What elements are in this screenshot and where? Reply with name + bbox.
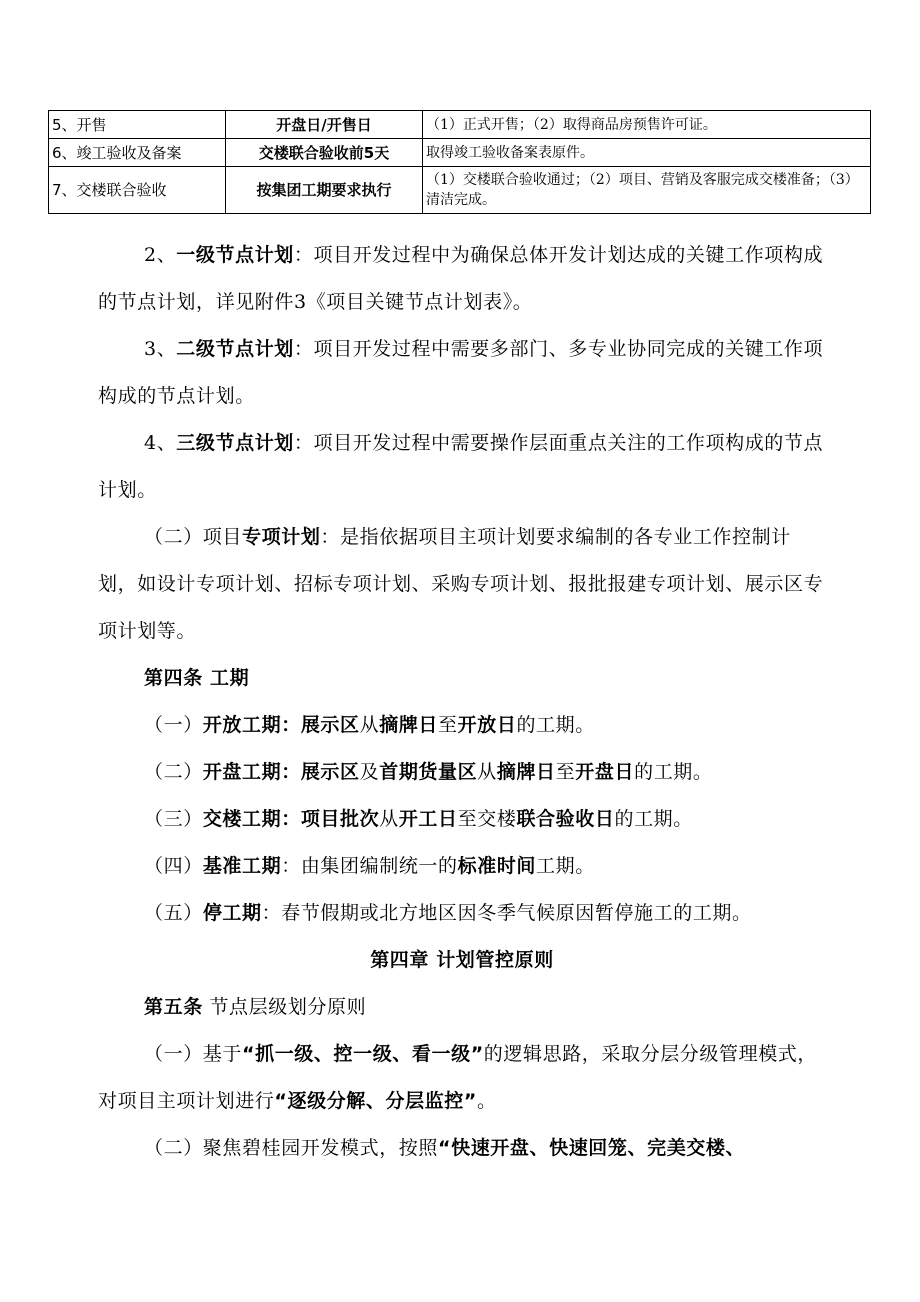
- milestone-table: [48, 110, 871, 214]
- period-suspension: （五）停工期：春节假期或北方地区因冬季气候原因暂停施工的工期。: [144, 902, 752, 924]
- timing-cell: 交楼联合验收前5天: [226, 139, 423, 167]
- principle-2-paragraph: （二）聚焦碧桂园开发模式，按照“快速开盘、快速回笼、完美交楼、: [144, 1137, 746, 1159]
- timing-cell: 开盘日/开售日: [226, 111, 423, 139]
- special-plan-paragraph: （二）项目专项计划：是指依据项目主项计划要求编制的各专业工作控制计划，如设计专项计划、招标专项计划、采购专项计划、报批报建专项计划、展示区专项计划等。: [98, 526, 824, 642]
- level1-paragraph: 2、一级节点计划：项目开发过程中为确保总体开发计划达成的关键工作项构成的节点计划，详见附件3《项目关键节点计划表》。: [98, 244, 824, 313]
- table-row: [49, 139, 871, 167]
- stage-cell: 7、交楼联合验收: [49, 167, 226, 214]
- timing-cell: 按集团工期要求执行: [226, 167, 423, 214]
- period-baseline: （四）基准工期：由集团编制统一的标准时间工期。: [144, 855, 595, 877]
- period-open: （一）开放工期：展示区从摘牌日至开放日的工期。: [144, 714, 595, 736]
- stage-cell: 5、开售: [49, 111, 226, 139]
- stage-cell: 6、竣工验收及备案: [49, 139, 226, 167]
- description-cell: （1）正式开售；（2）取得商品房预售许可证。: [423, 111, 871, 139]
- description-cell: （1）交楼联合验收通过；（2）项目、营销及客服完成交楼准备；（3）清洁完成。: [423, 167, 871, 214]
- special-plan-term: 专项计划: [242, 526, 321, 548]
- document-body: [98, 232, 826, 1172]
- level2-paragraph: 3、二级节点计划：项目开发过程中需要多部门、多专业协同完成的关键工作项构成的节点计划。: [98, 338, 824, 407]
- level1-term: 一级节点计划: [176, 244, 294, 266]
- period-handover: （三）交楼工期：项目批次从开工日至交楼联合验收日的工期。: [144, 808, 693, 830]
- level3-paragraph: 4、三级节点计划：项目开发过程中需要操作层面重点关注的工作项构成的节点计划。: [98, 432, 824, 501]
- level2-term: 二级节点计划: [176, 338, 294, 360]
- article-5-title: 第五条 节点层级划分原则: [144, 996, 367, 1018]
- principle-1-paragraph: （一）基于“抓一级、控一级、看一级”的逻辑思路，采取分层分级管理模式，对项目主项计划进行“逐级分解、分层监控”。: [98, 1043, 817, 1112]
- table-row: [49, 111, 871, 139]
- level3-term: 三级节点计划: [176, 432, 294, 454]
- chapter-4-title: 第四章 计划管控原则: [370, 949, 554, 971]
- description-cell: 取得竣工验收备案表原件。: [423, 139, 871, 167]
- period-launch: （二）开盘工期：展示区及首期货量区从摘牌日至开盘日的工期。: [144, 761, 713, 783]
- table-row: [49, 167, 871, 214]
- article-4-title: 第四条 工期: [144, 667, 250, 689]
